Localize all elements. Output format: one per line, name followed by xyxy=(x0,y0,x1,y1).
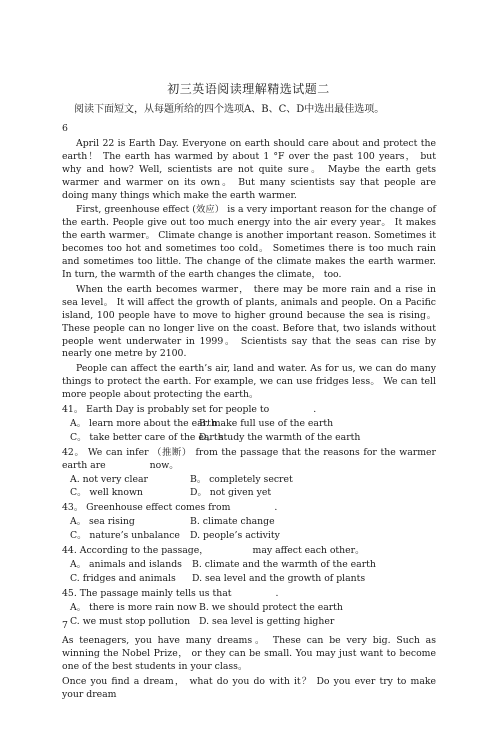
option-c: C。 well known xyxy=(70,487,143,499)
option-a: A。 animals and islands xyxy=(70,559,182,570)
option-row xyxy=(62,474,436,487)
question-45: 45. The passage mainly tells us that . xyxy=(62,587,279,599)
question-42 xyxy=(62,447,436,473)
option-c: C。 nature’s unbalance xyxy=(70,530,180,542)
option-row xyxy=(62,530,436,543)
option-row xyxy=(62,516,436,529)
question-stem: 42。 We can infer （推断） from the passage that the reasons for the warmer earth are xyxy=(62,446,436,471)
option-row xyxy=(62,487,436,500)
option-c: C。 take better care of the earth xyxy=(70,431,224,443)
page-title: 初三英语阅读理解精选试题二 xyxy=(167,82,330,96)
paragraph: April 22 is Earth Day. Everyone on earth should care about and protect the earth！ The earth has warmed by about 1 °F over the past 100 years， but why and how? Well, scientists are not quite sure。 Maybe the earth gets warmer and warmer on its own。 But many scientists say that people are doing many things which make the earth warmer. xyxy=(62,137,436,201)
option-row xyxy=(62,602,436,615)
passage-7 xyxy=(62,620,436,703)
paragraph: When the earth becomes warmer， there may be more rain and a rise in sea level。 It will affect the growth of plants, animals and people. On a Pacific island, 100 people have to move to higher ground because the sea is rising。 These people can no longer live on the coast. Before that, two islands without people went underwater in 1999。 Scientists say that the seas can rise by nearly one metre by 2100. xyxy=(62,283,436,360)
paragraph: First, greenhouse effect (效应） is a very important reason for the change of the earth. People give out too much energy into the air every year。 It makes the earth warmer。 Climate change is another important reason. Sometimes it becomes too hot and sometimes too cold。 Sometimes there is too much rain and sometimes too little. The change of the climate makes the earth warmer. In turn, the warmth of the earth changes the climate， too. xyxy=(62,204,436,280)
passage-number: 6 xyxy=(62,123,68,134)
option-c: C. we must stop pollution xyxy=(70,615,191,627)
option-d: D. sea level is getting higher xyxy=(199,615,335,627)
option-b: B. climate change xyxy=(190,516,275,528)
paragraph: As teenagers, you have many dreams。 These can be very big. Such as winning the Nobel Prize， or they can be small. You may just want to become one of the best students in your class。 xyxy=(62,634,436,672)
question-stem: 43。 Greenhouse effect comes from xyxy=(62,502,231,514)
instructions: 阅读下面短文，从每题所给的四个选项A、B、C、D中选出最佳选项。 xyxy=(74,104,385,115)
option-b: B. make full use of the earth xyxy=(199,417,334,429)
passage-6 xyxy=(62,123,436,629)
question-stem: 41。 Earth Day is probably set for people to xyxy=(62,404,270,416)
option-b: B. climate and the warmth of the earth xyxy=(192,559,376,570)
question-41: 41。 Earth Day is probably set for people to . xyxy=(62,404,317,416)
option-a: A. not very clear xyxy=(70,473,148,485)
option-d: D. sea level and the growth of plants xyxy=(192,572,366,584)
option-row xyxy=(62,432,436,445)
passage-number: 7 xyxy=(62,620,68,631)
option-row xyxy=(62,559,436,572)
option-d: D。 not given yet xyxy=(190,487,272,499)
option-row xyxy=(62,418,436,431)
paragraph: Once you find a dream， what do you do with it？ Do you ever try to make your dream xyxy=(62,675,436,700)
option-a: A。 there is more rain now xyxy=(70,601,197,613)
paragraph: People can affect the earth’s air, land and water. As for us, we can do many things to protect the earth. For example, we can use fridges less。 We can tell more people about protecting the earth。 xyxy=(62,363,436,401)
option-c: C. fridges and animals xyxy=(70,572,176,584)
question-stem: 45. The passage mainly tells us that xyxy=(62,587,232,599)
option-d: D. people’s activity xyxy=(190,530,280,542)
question-stem: 44. According to the passage， xyxy=(62,545,209,557)
question-44 xyxy=(62,545,436,558)
option-b: B。 completely secret xyxy=(190,473,293,485)
option-a: A。 sea rising xyxy=(70,516,135,528)
question-stem-after: may affect each other。 xyxy=(252,545,365,557)
option-d: D。 study the warmth of the earth xyxy=(199,431,361,443)
question-43: 43。 Greenhouse effect comes from . xyxy=(62,502,278,514)
option-a: A。 learn more about the earth xyxy=(70,417,217,429)
option-b: B. we should protect the earth xyxy=(199,601,343,613)
option-row xyxy=(62,573,436,586)
question-stem-tail: now。 xyxy=(149,459,179,471)
